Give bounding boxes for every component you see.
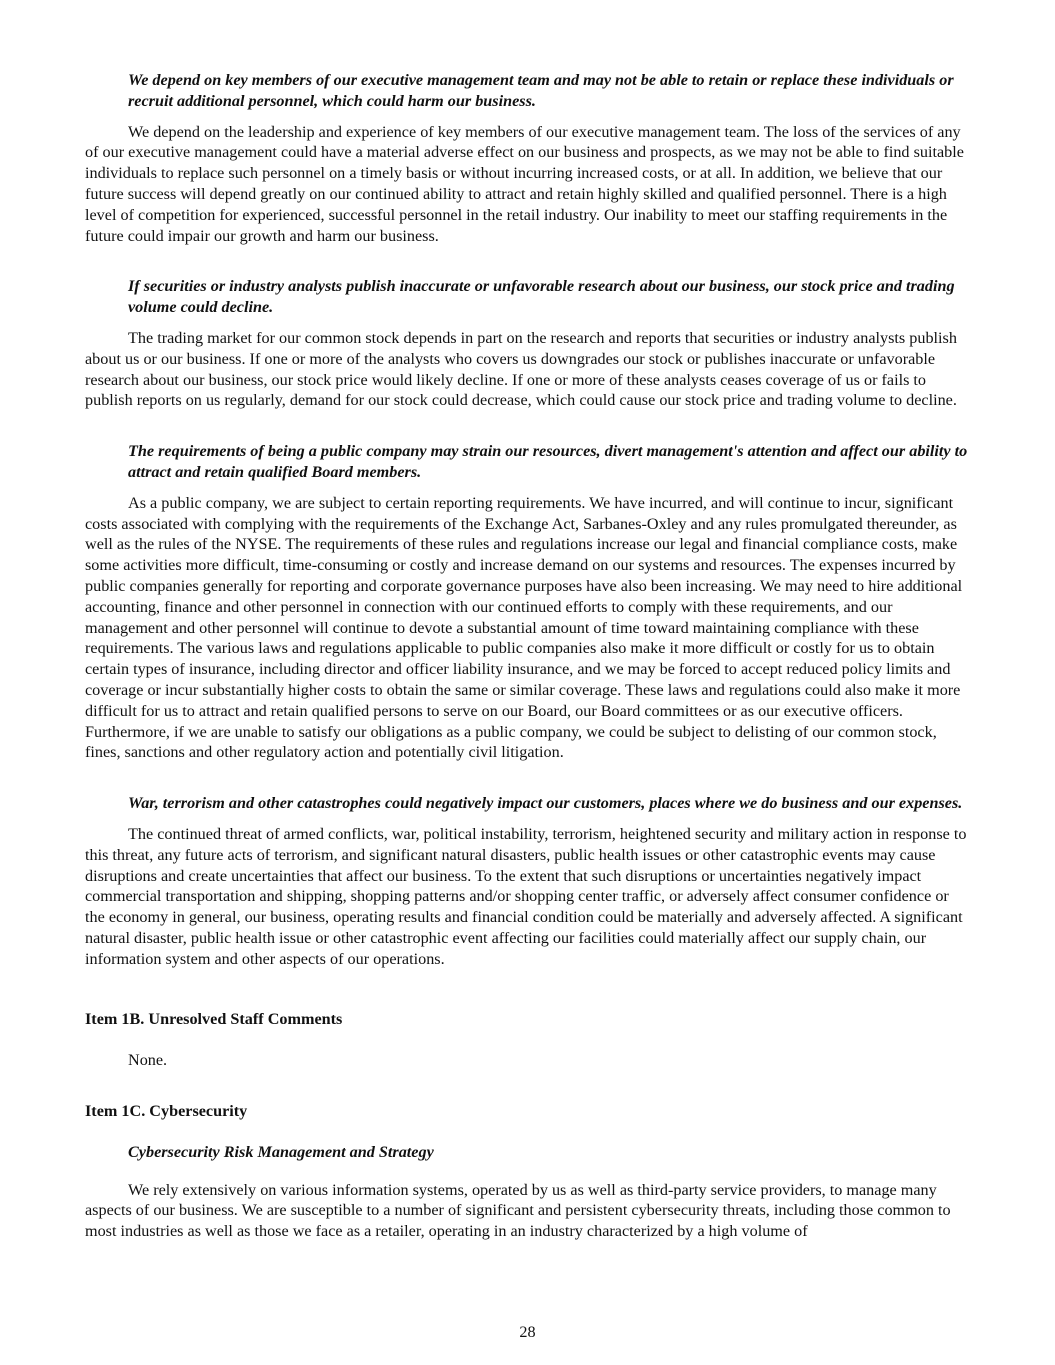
item-1c-heading: Item 1C. Cybersecurity [85,1102,248,1121]
risk-factor-war-terrorism [85,793,971,969]
risk-heading: We depend on key members of our executive management team and may not be able to retain or replace these individuals or recruit additional personnel, which could harm our business. [128,71,954,110]
risk-factor-public-company [85,441,971,763]
risk-heading: If securities or industry analysts publish inaccurate or unfavorable research about our business, our stock price and trading volume could decline. [128,277,955,317]
risk-heading: The requirements of being a public company may strain our resources, divert management's attention and affect our ability to attract and retain qualified Board members. [128,442,968,481]
risk-body: The continued threat of armed conflicts, war, political instability, terrorism, heightened security and military action in response to this threat, any future acts of terrorism, and significant natural disasters, public health issues or other catastrophic events may cause disruptions and create uncertainties that affect our business. To the extent that such disruptions or uncertainties negatively impact commercial transportation and shipping, shopping patterns and/or shopping center traffic, or adversely affect consumer confidence or the economy in general, our business, operating results and financial condition could be materially and adversely affected. A significant natural disaster, public health issue or other catastrophic event affecting our facilities could materially affect our supply chain, our information system and other aspects of our operations. [85,824,967,968]
item-1b-heading: Item 1B. Unresolved Staff Comments [85,1010,343,1029]
risk-body: We depend on the leadership and experience of key members of our executive management team. The loss of the services of any of our executive management could have a material adverse effect on our business and prospects, as we may not be able to find suitable individuals to replace such personnel on a timely basis or without incurring increased costs, or at all. In addition, we believe that our future success will depend greatly on our continued ability to attract and retain highly skilled and qualified personnel. There is a high level of competition for experienced, successful personnel in the retail industry. Our inability to meet our staffing requirements in the future could impair our growth and harm our business. [85,122,964,245]
item-1b-body: None. [128,1051,168,1070]
item-1c-body: We rely extensively on various information systems, operated by us as well as third-party service providers, to manage many aspects of our business. We are susceptible to a number of significant and persistent cybersecurity threats, including those common to most industries as well as those we face as a retailer, operating in an industry characterized by a high volume of [85,1180,951,1241]
risk-heading: War, terrorism and other catastrophes could negatively impact our customers, places where we do business and our expenses. [128,794,963,813]
item-1c-subheading: Cybersecurity Risk Management and Strategy [128,1142,434,1161]
risk-factor-analysts [85,276,971,411]
page-number: 28 [519,1323,536,1341]
risk-body: The trading market for our common stock depends in part on the research and reports that securities or industry analysts publish about us or our business. If one or more of the analysts who covers us downgrades our stock or publishes inaccurate or unfavorable research about our business, our stock price would likely decline. If one or more of these analysts ceases coverage of us or fails to publish reports on us regularly, demand for our stock could decrease, which could cause our stock price and trading volume to decline. [85,328,957,410]
risk-factor-key-personnel [85,70,971,246]
risk-body: As a public company, we are subject to certain reporting requirements. We have incurred, and will continue to incur, significant costs associated with complying with the requirements of the Exchange Act, Sarbanes-Oxley and any rules promulgated thereunder, as well as the rules of the NYSE. The requirements of these rules and regulations increase our legal and financial compliance costs, make some activities more difficult, time-consuming or costly and increase demand on our systems and resources. The expenses incurred by public companies generally for reporting and corporate governance purposes have also been increasing. We may need to hire additional accounting, finance and other personnel in connection with our continued efforts to comply with these requirements, and our management and other personnel will continue to devote a substantial amount of time toward maintaining compliance with these requirements. The various laws and regulations applicable to public companies also make it more difficult or costly for us to obtain certain types of insurance, including director and officer liability insurance, and we may be forced to accept reduced policy limits and coverage or incur substantially higher costs to obtain the same or similar coverage. These laws and regulations could also make it more difficult for us to attract and retain qualified persons to serve on our Board, our Board committees or as our executive officers. Furthermore, if we are unable to satisfy our obligations as a public company, we could be subject to delisting of our common stock, fines, sanctions and other regulatory action and potentially civil litigation. [85,493,963,762]
document-page [85,70,971,1242]
